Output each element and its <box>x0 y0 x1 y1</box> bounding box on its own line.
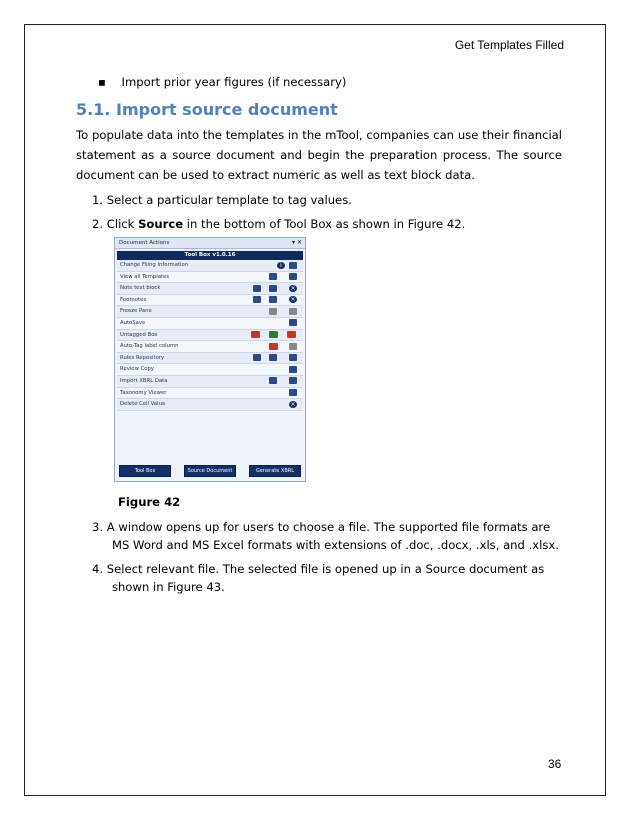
delete-icon[interactable]: × <box>290 284 296 292</box>
toolbox-rows <box>115 260 305 411</box>
section-title: Import source document <box>116 100 338 119</box>
row-label: Footnotes <box>120 296 147 303</box>
figure-caption: Figure 42 <box>118 495 181 509</box>
toolbox-panel-header <box>115 238 305 249</box>
untagged-up-icon[interactable] <box>287 331 296 338</box>
autotag-icon[interactable] <box>269 343 278 350</box>
intro-line-3: document can be used to extract numeric as well as text block data. <box>76 168 475 182</box>
toolbox-button[interactable]: Tool Box <box>119 465 171 477</box>
row-label: Change Filing Information <box>120 262 189 268</box>
row-label: View all Templates <box>120 273 170 280</box>
bullet-text: Import prior year figures (if necessary) <box>121 75 347 89</box>
bullet-marker: ▪ <box>98 75 106 89</box>
list-icon[interactable] <box>269 285 277 292</box>
toolbox-row[interactable] <box>117 283 303 295</box>
row-label: AutoSave <box>120 319 146 326</box>
row-label: Rules Repository <box>120 354 165 361</box>
section-heading <box>76 100 338 119</box>
step-1: 1. Select a particular template to tag values. <box>92 193 352 207</box>
toolbox-row[interactable] <box>117 272 303 284</box>
import-icon[interactable] <box>269 377 277 384</box>
row-label: Note text block <box>120 285 161 292</box>
toolbox-row[interactable] <box>117 399 303 411</box>
row-label: Import XBRL Data <box>120 377 168 384</box>
toolbox-row[interactable] <box>117 330 303 342</box>
generate-xbrl-button[interactable]: Generate XBRL <box>249 465 301 477</box>
tagged-icon[interactable] <box>269 331 278 338</box>
save-icon[interactable] <box>289 319 297 326</box>
toolbox-panel <box>114 237 306 482</box>
list-icon[interactable] <box>269 296 277 303</box>
toolbox-title: Tool Box v1.0.16 <box>117 251 303 260</box>
page-number: 36 <box>548 757 562 771</box>
step-2-pre: 2. Click <box>92 217 139 231</box>
step-3-line-2: MS Word and MS Excel formats with extensions of .doc, .docx, .xls, and .xlsx. <box>112 538 559 552</box>
unfreeze-icon[interactable] <box>289 308 297 315</box>
toolbox-row[interactable] <box>117 295 303 307</box>
step-4-line-1: 4. Select relevant file. The selected file is opened up in a Source document as <box>92 562 545 576</box>
delete-icon[interactable]: × <box>290 400 296 408</box>
note-icon[interactable] <box>253 285 261 292</box>
row-label: Auto-Tag label column <box>120 343 179 350</box>
toolbox-buttons <box>119 465 301 477</box>
intro-line-1: To populate data into the templates in the mTool, companies can use their financial <box>76 128 562 142</box>
step-2-post: in the bottom of Tool Box as shown in Figure 42. <box>183 217 466 231</box>
taxonomy-icon[interactable] <box>289 389 297 396</box>
import-alt-icon[interactable] <box>289 377 297 384</box>
import-icon[interactable] <box>289 354 297 361</box>
row-label: Review Copy <box>120 366 155 373</box>
running-header: Get Templates Filled <box>454 38 564 52</box>
row-label: Taxonomy Viewer <box>120 389 167 396</box>
step-2 <box>92 214 465 234</box>
close-icon[interactable]: ▾ ✕ <box>292 239 302 246</box>
step-3-line-1: 3. A window opens up for users to choose a file. The supported file formats are <box>92 520 551 534</box>
bullet-item <box>98 72 346 92</box>
autotag-off-icon[interactable] <box>289 343 297 350</box>
toolbox-row[interactable] <box>117 388 303 400</box>
toolbox-row[interactable] <box>117 306 303 318</box>
info-icon[interactable]: i <box>277 262 285 269</box>
step-4-line-2: shown in Figure 43. <box>112 580 225 594</box>
rules-icon[interactable] <box>253 354 261 361</box>
footnote-icon[interactable] <box>253 296 261 303</box>
row-label: Delete Cell Value <box>120 401 166 408</box>
export-icon[interactable] <box>269 354 277 361</box>
row-label: Untagged Box <box>120 331 158 338</box>
edit-icon[interactable] <box>289 262 297 269</box>
review-icon[interactable] <box>289 366 297 373</box>
delete-icon[interactable]: × <box>290 296 296 304</box>
untagged-icon[interactable] <box>251 331 260 338</box>
print-icon[interactable] <box>289 273 297 280</box>
freeze-icon[interactable] <box>269 308 277 315</box>
section-number: 5.1. <box>76 100 111 119</box>
toolbox-row[interactable] <box>117 353 303 365</box>
source-document-button[interactable]: Source Document <box>184 465 236 477</box>
toolbox-row[interactable] <box>117 260 303 272</box>
toolbox-row[interactable] <box>117 341 303 353</box>
toolbox-row[interactable] <box>117 364 303 376</box>
toolbox-row[interactable] <box>117 376 303 388</box>
panel-title: Document Actions <box>119 240 170 246</box>
view-icon[interactable] <box>269 273 277 280</box>
intro-line-2: statement as a source document and begin the preparation process. The source <box>76 148 562 162</box>
step-2-bold: Source <box>138 217 184 231</box>
toolbox-row[interactable] <box>117 318 303 330</box>
row-label: Freeze Pane <box>120 308 152 315</box>
